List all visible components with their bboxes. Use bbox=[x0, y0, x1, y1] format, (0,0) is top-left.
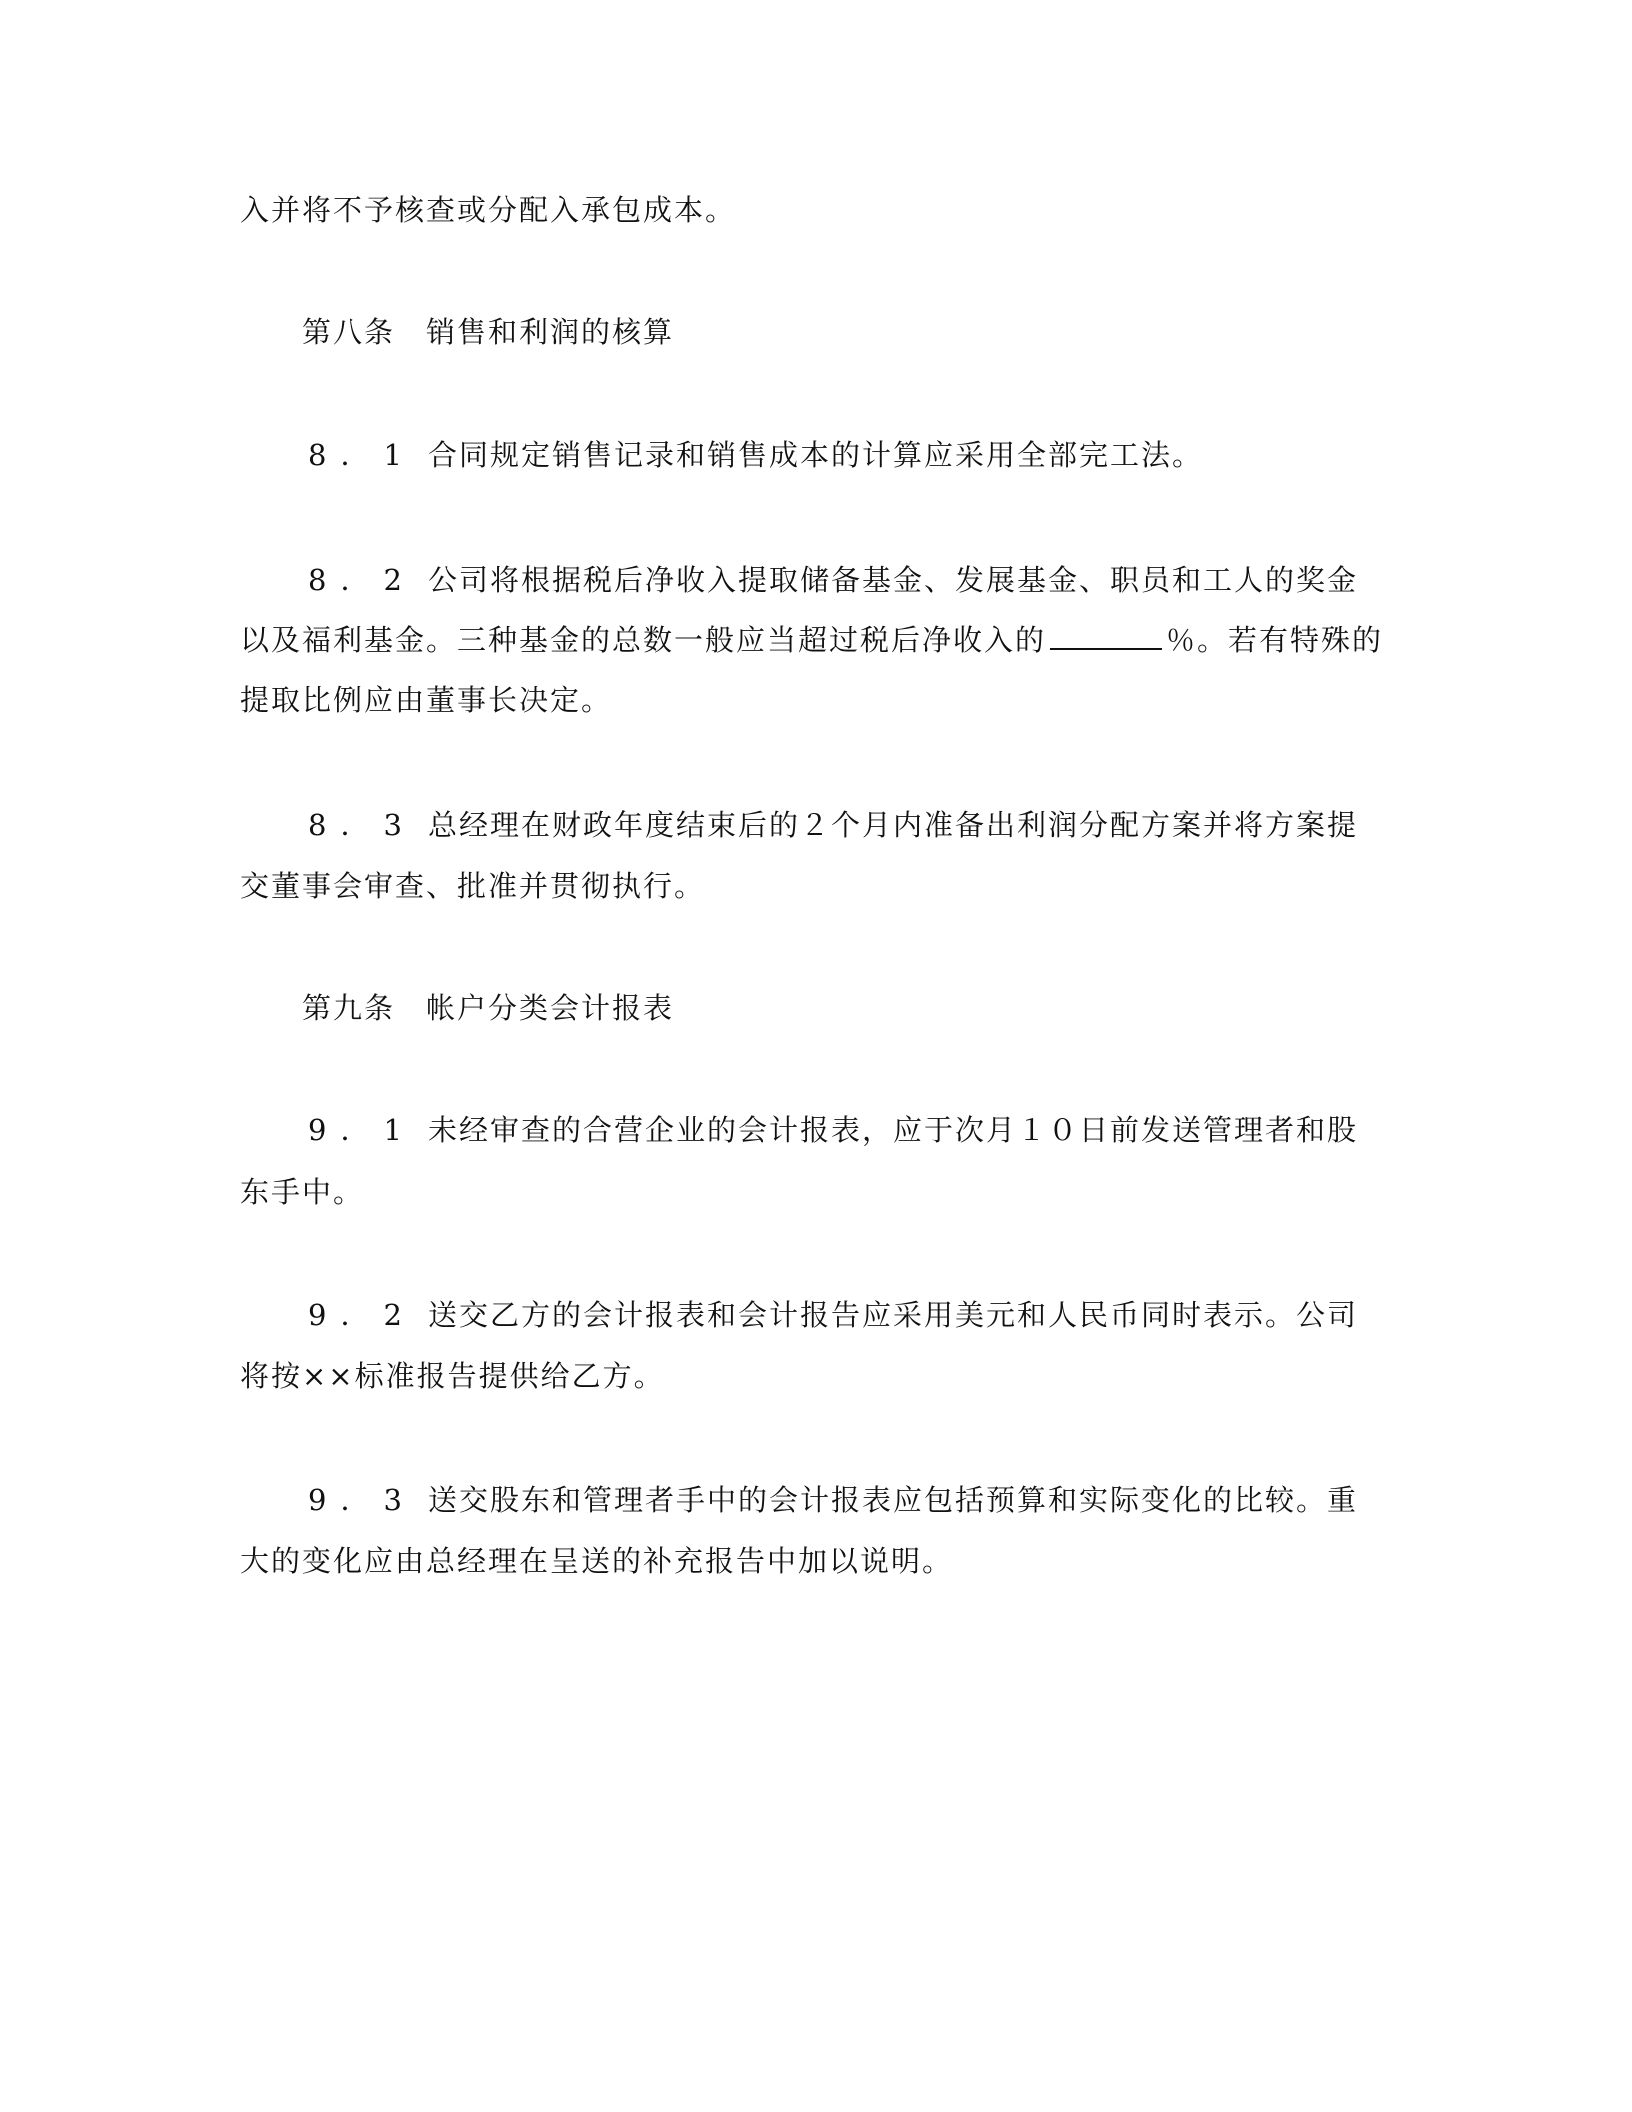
clause-text: ％。若有特殊的 bbox=[1166, 623, 1384, 657]
clause-text: 未经审查的合营企业的会计报表，应于次月１０日前发送管理者和股 bbox=[428, 1113, 1359, 1147]
clause-text: 合同规定销售记录和销售成本的计算应采用全部完工法。 bbox=[428, 438, 1204, 472]
clause-9-1 bbox=[308, 1110, 1458, 1150]
clause-number: 8．3 bbox=[308, 808, 416, 842]
clause-number: 8．1 bbox=[308, 438, 416, 472]
clause-text: 公司将根据税后净收入提取储备基金、发展基金、职员和工人的奖金 bbox=[428, 563, 1359, 597]
clause-text: 送交乙方的会计报表和会计报告应采用美元和人民币同时表示。公司 bbox=[428, 1298, 1359, 1332]
clause-number: 9．2 bbox=[308, 1298, 416, 1332]
clause-8-1 bbox=[308, 435, 1458, 475]
article-9-heading: 第九条 帐户分类会计报表 bbox=[302, 991, 675, 1025]
clause-8-2-line-3: 提取比例应由董事长决定。 bbox=[240, 683, 613, 717]
clause-9-3-line-2: 大的变化应由总经理在呈送的补充报告中加以说明。 bbox=[240, 1544, 954, 1578]
clause-text: 送交股东和管理者手中的会计报表应包括预算和实际变化的比较。重 bbox=[428, 1483, 1359, 1517]
clause-9-3 bbox=[308, 1480, 1458, 1520]
clause-text: 以及福利基金。三种基金的总数一般应当超过税后净收入的 bbox=[240, 623, 1047, 657]
clause-8-2-line-2 bbox=[240, 620, 1390, 660]
clause-number: 8．2 bbox=[308, 563, 416, 597]
clause-8-3-line-2: 交董事会审查、批准并贯彻执行。 bbox=[240, 869, 706, 903]
clause-9-2 bbox=[308, 1295, 1458, 1335]
fill-in-blank bbox=[1050, 622, 1162, 650]
clause-9-2-line-2: 将按××标准报告提供给乙方。 bbox=[240, 1359, 665, 1393]
continuation-line: 入并将不予核查或分配入承包成本。 bbox=[240, 193, 737, 227]
clause-number: 9．3 bbox=[308, 1483, 416, 1517]
clause-9-1-line-2: 东手中。 bbox=[240, 1175, 365, 1209]
clause-8-3 bbox=[308, 805, 1458, 845]
clause-text: 总经理在财政年度结束后的２个月内准备出利润分配方案并将方案提 bbox=[428, 808, 1359, 842]
article-8-heading: 第八条 销售和利润的核算 bbox=[302, 315, 675, 349]
clause-8-2 bbox=[308, 560, 1458, 600]
clause-number: 9．1 bbox=[308, 1113, 416, 1147]
